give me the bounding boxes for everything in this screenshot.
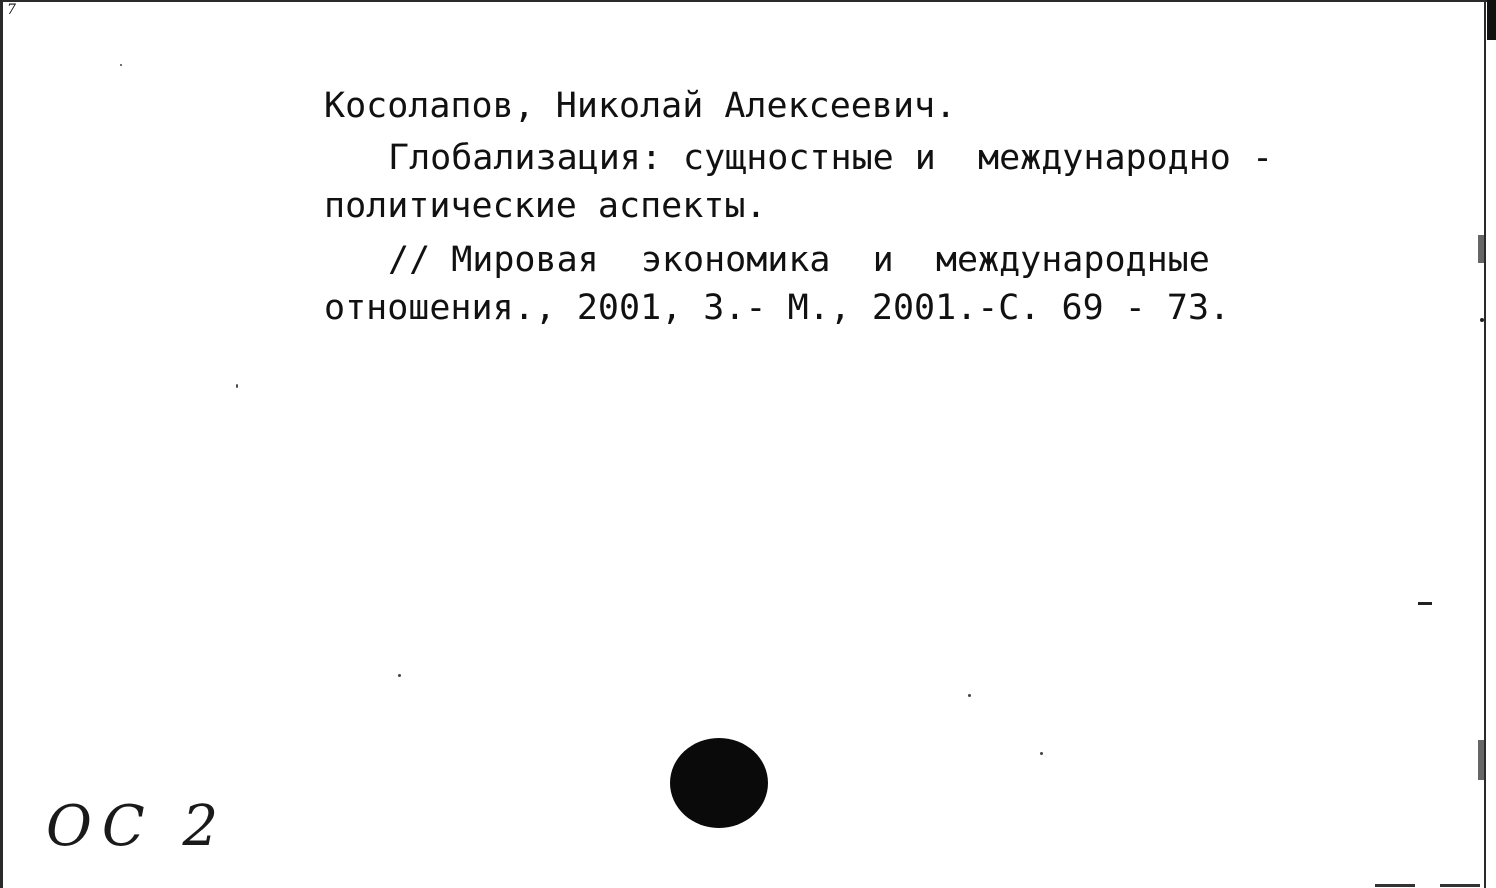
title-line-2: политические аспекты. [324,186,767,226]
right-edge-mark [1487,0,1496,40]
corner-mark: 7 [7,2,16,18]
scan-speckle [120,64,122,66]
scan-dash [1440,884,1480,887]
scan-speckle [1480,318,1484,322]
card-right-border [1484,0,1486,888]
card-top-border [0,0,1496,2]
source-line-2: отношения., 2001, 3.- М., 2001.-С. 69 - 73. [324,288,1231,328]
scan-speckle [398,674,401,677]
card-left-border [0,0,3,888]
scan-dash [1375,884,1415,887]
scan-dash [1418,602,1432,605]
scan-dash [1478,235,1484,263]
author-name: Косолапов, Николай Алексеевич. [324,86,957,126]
scan-speckle [968,694,971,697]
scan-speckle [1040,752,1043,755]
source-line-1: // Мировая экономика и международные [388,240,1210,280]
title-line-1: Глобализация: сущностные и международно - [388,138,1274,178]
punch-hole [670,738,768,828]
scan-dash [1478,740,1484,780]
scan-speckle [236,384,238,388]
shelf-code-handwritten: ОС 2 [46,794,229,859]
